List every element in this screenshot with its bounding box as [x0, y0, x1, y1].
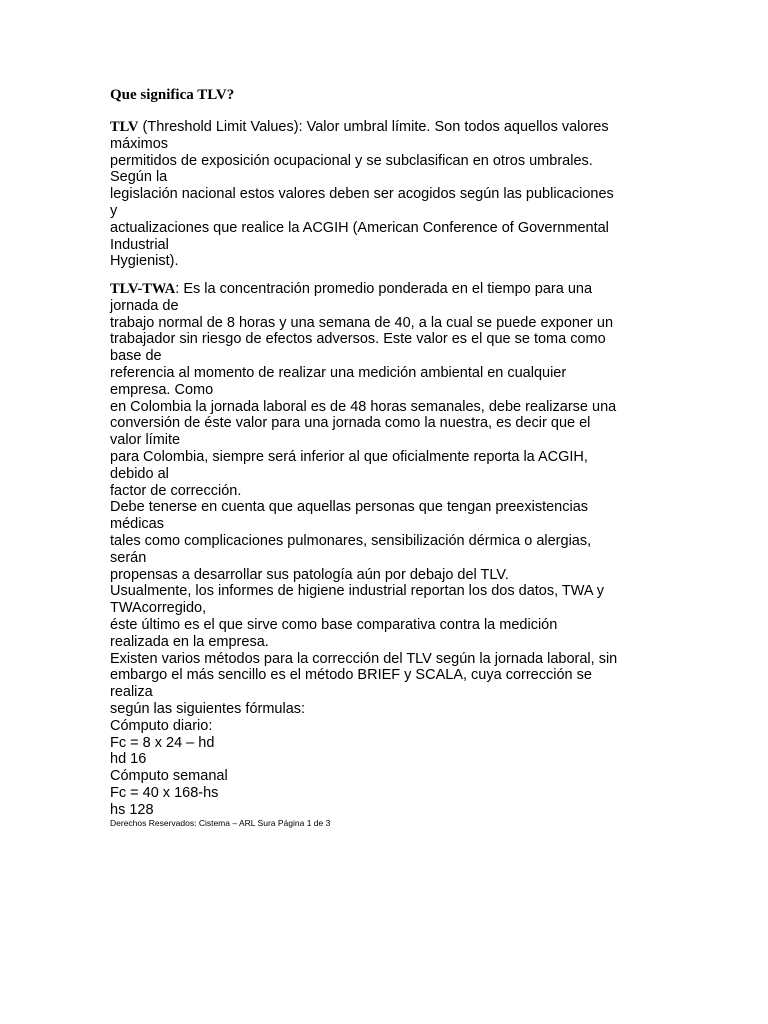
paragraph-line: Existen varios métodos para la corrección del TLV según la jornada laboral, sin — [110, 650, 618, 667]
paragraph-line: Industrial — [110, 236, 169, 253]
formula-heading-daily: Cómputo diario: — [110, 717, 213, 734]
paragraph-text: (Threshold Limit Values): Valor umbral límite. Son todos aquellos valores — [138, 119, 609, 135]
paragraph-line: base de — [110, 348, 162, 365]
paragraph-line: médicas — [110, 516, 164, 533]
paragraph-line: debido al — [110, 465, 169, 482]
paragraph-line: TWAcorregido, — [110, 600, 207, 617]
formula-heading-weekly: Cómputo semanal — [110, 768, 228, 785]
paragraph-line: propensas a desarrollar sus patología aún por debajo del TLV. — [110, 566, 509, 583]
tlv-definition — [110, 119, 670, 270]
page-title: Que significa TLV? — [110, 87, 235, 103]
paragraph-line: embargo el más sencillo es el método BRIEF y SCALA, cuya corrección se — [110, 667, 592, 684]
paragraph-line — [110, 119, 670, 136]
paragraph-line: referencia al momento de realizar una medición ambiental en cualquier — [110, 364, 567, 381]
paragraph-line: trabajo normal de 8 horas y una semana de 40, a la cual se puede exponer un — [110, 314, 614, 331]
paragraph-line: permitidos de exposición ocupacional y se subclasifican en otros umbrales. — [110, 152, 593, 169]
formula-daily-hd: hd 16 — [110, 751, 147, 768]
paragraph-line: en Colombia la jornada laboral es de 48 horas semanales, debe realizarse una — [110, 398, 617, 415]
paragraph-line: Hygienist). — [110, 253, 179, 270]
paragraph-line: según las siguientes fórmulas: — [110, 700, 306, 717]
paragraph-line: trabajador sin riesgo de efectos adversos. Este valor es el que se toma como — [110, 331, 606, 348]
paragraph-line: y — [110, 202, 118, 219]
paragraph-line: tales como complicaciones pulmonares, sensibilización dérmica o alergias, — [110, 532, 592, 549]
formula-weekly: Fc = 40 x 168-hs — [110, 784, 219, 801]
paragraph-line: realizada en la empresa. — [110, 633, 269, 650]
paragraph-text: : Es la concentración promedio ponderada en el tiempo para una — [175, 281, 593, 297]
paragraph-line: serán — [110, 549, 147, 566]
paragraph-line: máximos — [110, 135, 169, 152]
paragraph-line: jornada de — [110, 297, 179, 314]
paragraph-line — [110, 281, 670, 298]
formula-weekly-hs: hs 128 — [110, 801, 154, 818]
paragraph-line: valor límite — [110, 432, 181, 449]
term-tlv-twa: TLV-TWA — [110, 281, 176, 297]
paragraph-line: actualizaciones que realice la ACGIH (American Conference of Governmental — [110, 219, 609, 236]
page-footer: Derechos Reservados: Cistema – ARL Sura Página 1 de 3 — [110, 818, 331, 828]
term-tlv: TLV — [110, 119, 139, 135]
paragraph-line: Debe tenerse en cuenta que aquellas personas que tengan preexistencias — [110, 499, 589, 516]
paragraph-line: legislación nacional estos valores deben ser acogidos según las publicaciones — [110, 186, 614, 203]
paragraph-line: para Colombia, siempre será inferior al que oficialmente reporta la ACGIH, — [110, 448, 588, 465]
tlv-twa-definition — [110, 281, 670, 819]
formula-daily: Fc = 8 x 24 – hd — [110, 734, 215, 751]
paragraph-line: factor de corrección. — [110, 482, 242, 499]
paragraph-line: Usualmente, los informes de higiene industrial reportan los dos datos, TWA y — [110, 583, 605, 600]
paragraph-line: empresa. Como — [110, 381, 214, 398]
paragraph-line: realiza — [110, 684, 153, 701]
paragraph-line: éste último es el que sirve como base comparativa contra la medición — [110, 616, 558, 633]
paragraph-line: Según la — [110, 169, 168, 186]
paragraph-line: conversión de éste valor para una jornada como la nuestra, es decir que el — [110, 415, 591, 432]
